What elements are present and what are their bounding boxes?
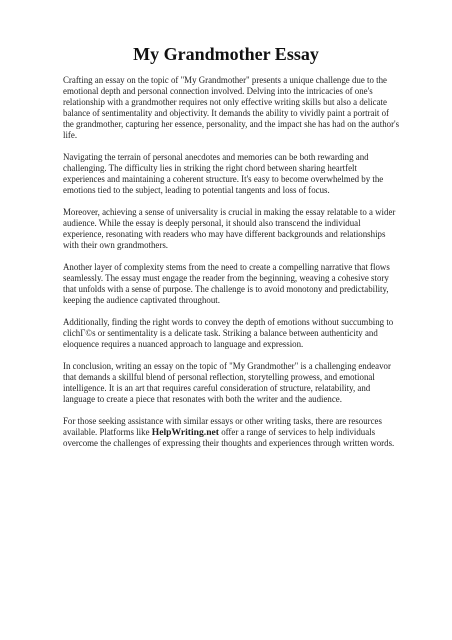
- paragraph-2: Navigating the terrain of personal anecdotes and memories can be both rewarding and challenging. The difficulty lies in striking the right chord between sharing heartfelt experiences and maintaining a coherent structure. It's easy to become overwhelmed by the emotions tied to the subject, leading to potential tangents and loss of focus.: [63, 152, 384, 195]
- paragraph-1: Crafting an essay on the topic of "My Grandmother" presents a unique challenge due to the emotional depth and personal connection involved. Delving into the intricacies of one's relationship with a grandmother requires not only effective writing skills but also a delicate balance of sentimentality and objectivity. It demands the ability to vividly paint a portrait of the grandmother, capturing her essence, personality, and the impact she has had on the author's life.: [63, 75, 400, 140]
- paragraph-6: In conclusion, writing an essay on the topic of "My Grandmother" is a challenging endeavor that demands a skillful blend of personal reflection, storytelling prowess, and emotional intelligence. It is an art that requires careful consideration of structure, relatability, and language to create a piece that resonates with both the writer and the audience.: [63, 361, 391, 404]
- paragraph-4: Another layer of complexity stems from the need to create a compelling narrative that flows seamlessly. The essay must engage the reader from the beginning, weaving a cohesive story that unfolds with a sense of purpose. The challenge is to avoid monotony and predictability, keeping the audience captivated throughout.: [63, 262, 390, 305]
- paragraph-5: Additionally, finding the right words to convey the depth of emotions without succumbing to clichГ©s or sentimentality is a delicate task. Striking a balance between authenticity and eloquence requires a nuanced approach to language and expression.: [63, 317, 394, 349]
- page-title: My Grandmother Essay: [133, 44, 319, 64]
- helpwriting-link[interactable]: HelpWriting.net: [151, 427, 219, 438]
- paragraph-3: Moreover, achieving a sense of universality is crucial in making the essay relatable to a wider audience. While the essay is deeply personal, it should also transcend the individual experience, resonating with readers who may have different backgrounds and relationships with their own grandmothers.: [63, 207, 396, 250]
- closing-text-before: For those seeking assistance with similar essays or other writing tasks, there are resources available. Platforms like: [63, 416, 382, 437]
- essay-body: [63, 75, 401, 460]
- closing-text-after: offer a range of services to help individuals overcome the challenges of expressing their thoughts and experiences through written words.: [63, 427, 395, 448]
- closing-paragraph: [63, 416, 401, 449]
